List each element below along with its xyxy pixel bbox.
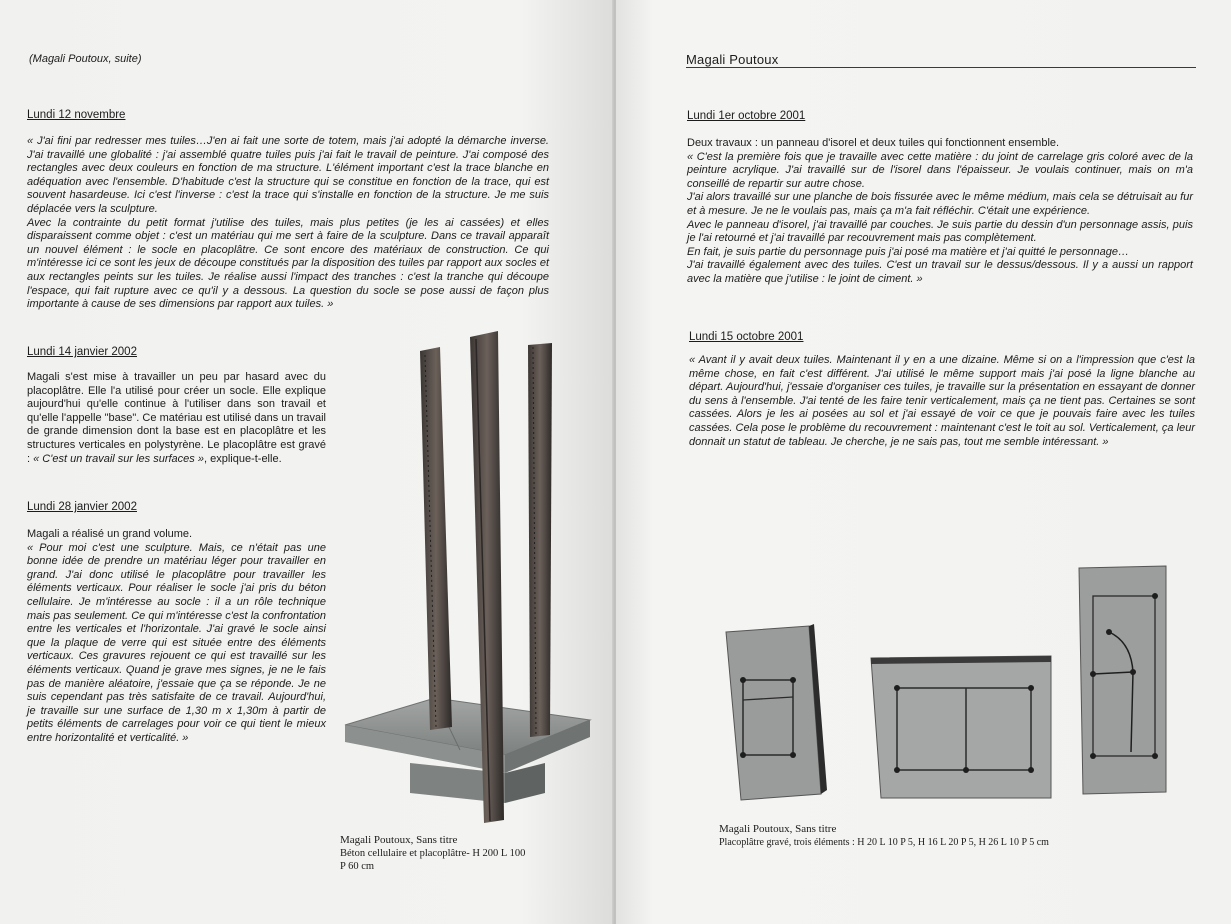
entry-line: Avec le panneau d'isorel, j'ai travaillé par couches. Je suis partie du dessin d'un personnage assis, puis je l'ai retourné et j'ai travaillé par recouvrement mais pas complètement.: [687, 218, 1193, 245]
entry-28-jan-body: [27, 528, 326, 746]
entry-line: « C'est la première fois que je travaille avec cette matière : du joint de carrelage gris coloré avec de la peinture acrylique. J'ai travaillé sur de l'isorel dans l'épaisseur. Je voulais continuer, mais on m'a conseillé de repartir sur autre chose.: [687, 150, 1193, 190]
entry-text: Magali s'est mise à travailler un peu par hasard avec du placoplâtre. Elle l'a utilisé pour créer un socle. Elle explique aujourd'hui qu'elle continue à l'utiliser dans son travail et qu'elle l'appelle "base". Ce matériau est utilisé dans un travail de grande dimension dont la base est en placoplâtre et les structures verticales en polystyrène. Le placoplâtre est gravé :: [27, 371, 326, 465]
entry-quote: « Pour moi c'est une sculpture. Mais, ce n'était pas une bonne idée de prendre un matériau léger pour travailler en grand. J'ai donc utilisé le placoplâtre pour travailler les éléments verticaux. Pour réaliser le socle j'ai pris du béton cellulaire. Je m'intéresse au socle : il a un rôle technique mais pas seulement. Ce qui m'intéresse c'est la confrontation entre les verticales et l'horizontale. J'ai gravé le socle ainsi que la plaque de verre qui est située entre des éléments verticaux. Ces gravures rejouent ce qui est travaillé sur les éléments verticaux. Quand je grave mes signes, je ne le fais pas de manière aléatoire, j'essaie que ça se réponde. Je ne suis cependant pas très satisfaite de ce travail. Aujourd'hui, je travaille sur une surface de 1,30 m x 1,30m à partir de petits éléments de carrelages pour voir ce qui tient le mieux entre horizontalité et verticalité. »: [27, 541, 326, 744]
page-header-title: Magali Poutoux: [686, 52, 779, 67]
entry-line: J'ai travaillé également avec des tuiles. C'est un travail sur le dessus/dessous. Il y a aussi un rapport avec la matière que j'utilise : le joint de ciment. »: [687, 259, 1193, 285]
entry-intro: Magali a réalisé un grand volume.: [27, 528, 193, 540]
entry-quote: « Avant il y avait deux tuiles. Maintenant il y en a une dizaine. Même si on a l'impression que c'est la même chose, en fait c'est différent. J'ai utilisé le même support mais j'ai posé la ligne blanche au départ. Aujourd'hui, j'essaie d'organiser ces tuiles, je travaille sur la présentation en essayant de donner du sens à l'ensemble. J'ai tenté de les faire tenir verticalement, mais ça ne tient pas. Certaines se sont cassées. Alors je les ai posées au sol et j'ai essayé de voir ce que je pouvais faire avec les tuiles cassées. Cela pose le problème du recouvrement : maintenant c'est le toit au sol. Verticalement, ça leur donnait un statut de tableau. Je cherche, je ne sais pas, tout me semble intéressant. »: [689, 354, 1195, 448]
caption-title: Magali Poutoux, Sans titre: [719, 823, 837, 835]
caption-title: Magali Poutoux, Sans titre: [340, 834, 458, 846]
entry-14-jan-body: [27, 371, 326, 466]
engraved-tiles-photo: [721, 562, 1171, 807]
caption-dimensions: P 60 cm: [340, 861, 375, 872]
tiles-caption: [719, 823, 1199, 849]
entry-date-28-jan: Lundi 28 janvier 2002: [27, 501, 137, 513]
entry-line: J'ai alors travaillé sur une planche de bois fissurée avec le même médium, mais cela se détruisait au fur et à mesure. Je ne le voulais pas, mais ça m'a fait réfléchir. C'était une expérience.: [687, 191, 1193, 217]
entry-text-end: , explique-t-elle.: [203, 452, 282, 465]
entry-date-12-nov: Lundi 12 novembre: [27, 109, 126, 121]
entry-intro: Deux travaux : un panneau d'isorel et deux tuiles qui fonctionnent ensemble.: [687, 137, 1060, 149]
left-page: [0, 0, 614, 924]
caption-material: Placoplâtre gravé, trois éléments : H 20 L 10 P 5, H 16 L 20 P 5, H 26 L 10 P 5 cm: [719, 837, 1049, 848]
entry-paragraph: « J'ai fini par redresser mes tuiles…J'en ai fait une sorte de totem, mais j'ai adopté la démarche inverse. J'ai travaillé une globalité : j'ai assemblé quatre tuiles puis j'ai fait le travail de peinture. J'ai composé des rectangles avec deux couleurs en fonction de ma structure. L'élément important c'est la trace blanche en adéquation avec l'ensemble. D'habitude c'est la structure qui se constitue en fonction de la trace, qui est souvent hasardeuse. Ici c'est l'inverse : c'est la trace qui s'installe en fonction de la structure. Je me suis déplacée vers la sculpture.: [27, 135, 549, 215]
entry-1-oct-body: [687, 137, 1193, 287]
caption-material: Béton cellulaire et placoplâtre- H 200 L 100: [340, 848, 526, 859]
right-page: [616, 0, 1231, 924]
entry-15-oct-body: [689, 354, 1195, 449]
entry-quote: « C'est un travail sur les surfaces »: [33, 452, 204, 465]
continuation-label: (Magali Poutoux, suite): [29, 53, 142, 65]
entry-line: En fait, je suis partie du personnage puis j'ai posé ma matière et j'ai quitté le personnage…: [687, 245, 1130, 258]
entry-date-1-oct: Lundi 1er octobre 2001: [687, 110, 806, 122]
sculpture-photo: [340, 325, 595, 825]
entry-date-15-oct: Lundi 15 octobre 2001: [689, 331, 804, 343]
entry-12-nov-body: [27, 135, 549, 312]
entry-paragraph: Avec la contrainte du petit format j'utilise des tuiles, mais plus petites (je les ai cassées) et elles disparaissent comme objet : c'est un matériau qui me sert à faire de la sculpture. Dans ce travail apparaît un nouvel élément : le socle en placoplâtre. Ce sont encore des matériaux de construction. Ce qui m'intéresse ici ce sont les jeux de découpe constitués par la disposition des tuiles par rapport aux socles et aux rectangles peints sur les tuiles. Je réalise aussi l'impact des tranches : c'est la tranche qui découpe l'espace, qui fait rupture avec ce qu'il y a dessous. La question du socle se pose aussi de façon plus importante à cause de ses dimensions par rapport aux tuiles. »: [27, 216, 549, 311]
header-rule: [686, 67, 1196, 68]
sculpture-caption: [340, 834, 550, 873]
entry-date-14-jan: Lundi 14 janvier 2002: [27, 346, 137, 358]
